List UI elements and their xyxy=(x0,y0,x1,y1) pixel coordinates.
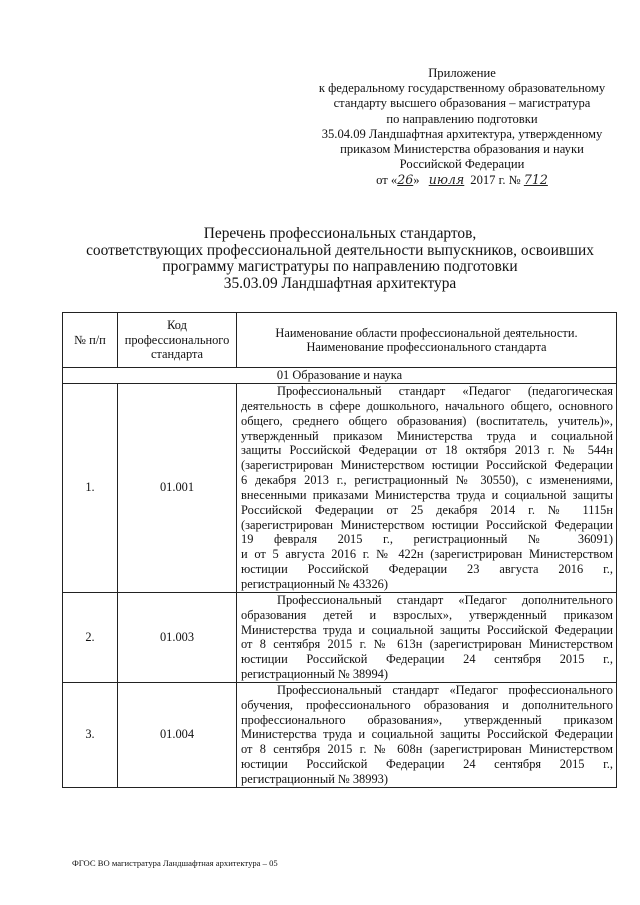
description-line: юстиции Российской Федерации 24 сентября 2015 г., xyxy=(241,652,613,667)
row-description xyxy=(237,384,617,593)
header-name-line: Наименование области профессиональной деятельности. xyxy=(275,325,578,340)
description-line: от 8 сентября 2015 г. № 613н (зарегистрирован Министерством xyxy=(241,637,613,652)
description-line: Министерства труда и социальной защиты Российской Федерации xyxy=(241,622,613,637)
row-description xyxy=(237,592,617,682)
standards-table xyxy=(62,312,617,788)
date-month-handwritten: июля xyxy=(428,172,465,188)
description-line: и от 5 августа 2016 г. № 422н (зарегистрирован Министерством xyxy=(241,547,613,562)
description-line: деятельность в сфере дошкольного, начального общего, основного xyxy=(241,398,613,413)
description-line: Профессиональный стандарт «Педагог дополнительного xyxy=(277,592,613,607)
date-day-handwritten: 26 xyxy=(397,172,414,188)
description-line: образования детей и взрослых», утвержденный приказом xyxy=(241,607,613,622)
appendix-date xyxy=(300,172,624,188)
section-row xyxy=(63,368,617,384)
date-prefix: от « xyxy=(376,173,398,188)
table-row xyxy=(63,592,617,682)
appendix-line: Приложение xyxy=(428,66,496,80)
description-line: утвержденный приказом Министерства труда и социальной xyxy=(241,428,613,443)
row-code: 01.001 xyxy=(118,384,237,593)
page-footer: ФГОС ВО магистратура Ландшафтная архитектура – 05 xyxy=(72,858,278,868)
date-year: 2017 г. № xyxy=(470,173,521,188)
description-line: (зарегистрирован Министерством юстиции Российской Федерации xyxy=(241,458,613,473)
title-line: Перечень профессиональных стандартов, xyxy=(203,225,477,242)
title-line: 35.03.09 Ландшафтная архитектура xyxy=(223,274,457,292)
row-description xyxy=(237,682,617,787)
description-line: внесенными приказами Министерства труда и социальной защиты xyxy=(241,487,613,502)
description-line: Российской Федерации от 25 декабря 2014 г. № 1115н xyxy=(241,502,613,517)
description-line: регистрационный № 38993) xyxy=(241,771,388,786)
title-line: программу магистратуры по направлению подготовки xyxy=(162,258,518,276)
description-line: Министерства труда и социальной защиты Российской Федерации xyxy=(241,727,613,742)
description-line: регистрационный № 43326) xyxy=(241,576,388,591)
appendix-line: по направлению подготовки xyxy=(386,111,538,126)
table-header-row xyxy=(63,313,617,368)
header-num: № п/п xyxy=(63,313,118,368)
appendix-line: стандарту высшего образования – магистратура xyxy=(333,96,591,111)
description-line: (зарегистрирован Министерством юстиции Российской Федерации xyxy=(241,517,613,532)
header-name xyxy=(237,313,617,368)
row-num: 1. xyxy=(63,384,118,593)
description-line: Профессиональный стандарт «Педагог (педагогическая xyxy=(277,384,613,398)
appendix-line: 35.04.09 Ландшафтная архитектура, утвержденному xyxy=(321,126,603,141)
description-line: 6 декабря 2013 г., регистрационный № 30550), с изменениями, xyxy=(241,473,613,488)
date-mid: » xyxy=(413,173,420,188)
section-title: 01 Образование и наука xyxy=(63,368,617,384)
table-row xyxy=(63,384,617,593)
description-line: 19 февраля 2015 г., регистрационный № 36091) xyxy=(241,532,613,547)
row-code: 01.004 xyxy=(118,682,237,787)
description-line: защиты Российской Федерации от 18 октября 2013 г. № 544н xyxy=(241,443,613,458)
appendix-header xyxy=(300,66,624,189)
header-code-text: Код профессионального стандарта xyxy=(124,318,230,362)
description-line: обучения, профессионального образования и дополнительного xyxy=(241,697,613,712)
table-row xyxy=(63,682,617,787)
description-line: юстиции Российской Федерации 24 сентября 2015 г., xyxy=(241,757,613,772)
description-line: общего, среднего общего образования) (воспитатель, учитель)», xyxy=(241,413,613,428)
row-num: 2. xyxy=(63,592,118,682)
description-line: регистрационный № 38994) xyxy=(241,667,388,682)
order-number-handwritten: 712 xyxy=(523,172,548,188)
description-line: профессионального образования», утвержденный приказом xyxy=(241,712,613,727)
appendix-line: к федеральному государственному образовательному xyxy=(318,81,606,96)
appendix-line: приказом Министерства образования и науки xyxy=(340,142,584,157)
row-code: 01.003 xyxy=(118,592,237,682)
document-title xyxy=(60,226,620,292)
description-line: юстиции Российской Федерации 23 августа 2016 г., xyxy=(241,562,613,577)
header-name-line: Наименование профессионального стандарта xyxy=(306,340,547,354)
description-line: от 8 сентября 2015 г. № 608н (зарегистрирован Министерством xyxy=(241,742,613,757)
title-line: соответствующих профессиональной деятельности выпускников, освоивших xyxy=(86,241,594,259)
row-num: 3. xyxy=(63,682,118,787)
description-line: Профессиональный стандарт «Педагог профессионального xyxy=(277,682,613,697)
header-code xyxy=(118,313,237,368)
appendix-line: Российской Федерации xyxy=(399,157,525,172)
